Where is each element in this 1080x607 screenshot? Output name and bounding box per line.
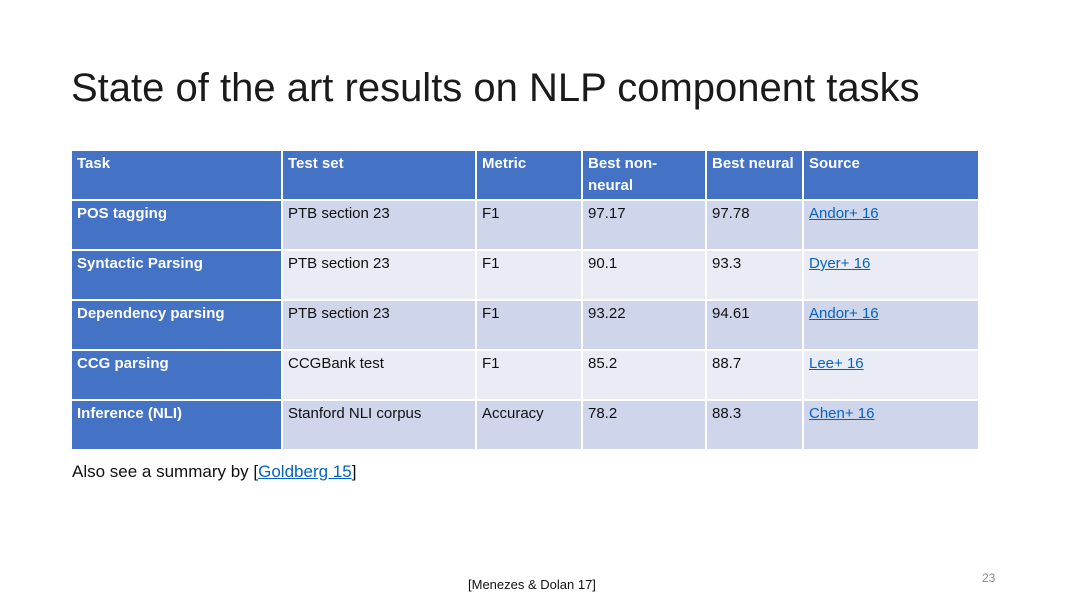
best-non-neural-cell: 90.1 (582, 250, 706, 300)
source-link[interactable]: Andor+ 16 (809, 205, 879, 222)
source-cell (803, 300, 979, 350)
source-cell (803, 250, 979, 300)
source-cell (803, 350, 979, 400)
source-link[interactable]: Andor+ 16 (809, 305, 879, 322)
test-set-cell: PTB section 23 (282, 250, 476, 300)
citation: [Menezes & Dolan 17] (468, 577, 596, 592)
slide-number: 23 (982, 571, 996, 585)
header-metric: Metric (476, 150, 582, 200)
header-task: Task (71, 150, 282, 200)
best-neural-cell: 88.7 (706, 350, 803, 400)
test-set-cell: PTB section 23 (282, 200, 476, 250)
table-row (71, 300, 979, 350)
slide-title: State of the art results on NLP component tasks (71, 66, 920, 110)
source-link[interactable]: Lee+ 16 (809, 355, 864, 372)
summary-suffix: ] (351, 462, 357, 481)
source-link[interactable]: Dyer+ 16 (809, 255, 871, 272)
summary-link[interactable]: Goldberg 15 (258, 462, 352, 481)
metric-cell: F1 (476, 250, 582, 300)
task-cell: Syntactic Parsing (71, 250, 282, 300)
table-row (71, 200, 979, 250)
header-test-set: Test set (282, 150, 476, 200)
best-non-neural-cell: 93.22 (582, 300, 706, 350)
test-set-cell: Stanford NLI corpus (282, 400, 476, 450)
task-cell: Dependency parsing (71, 300, 282, 350)
header-source: Source (803, 150, 979, 200)
table-row (71, 350, 979, 400)
task-cell: Inference (NLI) (71, 400, 282, 450)
table-row (71, 250, 979, 300)
best-neural-cell: 97.78 (706, 200, 803, 250)
best-non-neural-cell: 78.2 (582, 400, 706, 450)
metric-cell: Accuracy (476, 400, 582, 450)
table-header-row (71, 150, 979, 200)
table-row (71, 400, 979, 450)
test-set-cell: CCGBank test (282, 350, 476, 400)
best-non-neural-cell: 85.2 (582, 350, 706, 400)
source-cell (803, 200, 979, 250)
best-neural-cell: 94.61 (706, 300, 803, 350)
test-set-cell: PTB section 23 (282, 300, 476, 350)
header-best-neural: Best neural (706, 150, 803, 200)
source-link[interactable]: Chen+ 16 (809, 405, 875, 422)
best-neural-cell: 88.3 (706, 400, 803, 450)
task-cell: POS tagging (71, 200, 282, 250)
metric-cell: F1 (476, 200, 582, 250)
best-neural-cell: 93.3 (706, 250, 803, 300)
metric-cell: F1 (476, 300, 582, 350)
source-cell (803, 400, 979, 450)
header-best-non-neural: Best non-neural (582, 150, 706, 200)
best-non-neural-cell: 97.17 (582, 200, 706, 250)
summary-prefix: Also see a summary by [ (72, 462, 259, 481)
summary-line (72, 462, 356, 482)
metric-cell: F1 (476, 350, 582, 400)
task-cell: CCG parsing (71, 350, 282, 400)
results-table (70, 149, 980, 451)
